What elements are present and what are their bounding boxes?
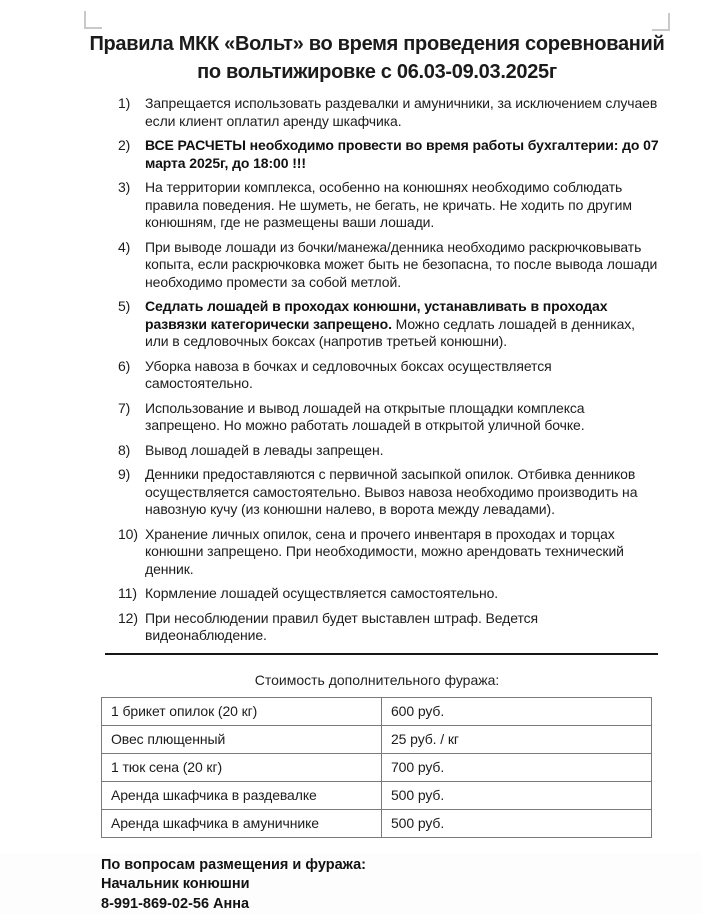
rule-text: Денники предоставляются с первичной засыпкой опилок. Отбивка денников осуществляется самостоятельно. Вывоз навоза необходимо производить на навозную кучу (из конюшни налево, в ворота между левадами). xyxy=(145,466,660,519)
contact-role: Начальник конюшни xyxy=(101,875,702,895)
rule-number: 1) xyxy=(118,95,145,130)
rule-text: Вывод лошадей в левады запрещен. xyxy=(145,442,660,460)
table-row xyxy=(102,781,652,809)
rule-item-8 xyxy=(118,442,660,460)
forage-item-cell: Аренда шкафчика в амуничнике xyxy=(102,809,382,837)
table-row xyxy=(102,725,652,753)
rule-number: 9) xyxy=(118,466,145,519)
forage-item-cell: Аренда шкафчика в раздевалке xyxy=(102,781,382,809)
rule-item-6 xyxy=(118,358,660,393)
rule-number: 7) xyxy=(118,400,145,435)
rule-number: 5) xyxy=(118,298,145,351)
rule-number: 12) xyxy=(118,610,145,645)
forage-item-cell: Овес плющенный xyxy=(102,725,382,753)
page-title-line1: Правила МКК «Вольт» во время проведения соревнований xyxy=(89,33,664,55)
rule-text: Кормление лошадей осуществляется самостоятельно. xyxy=(145,585,660,603)
rule-text: ВСЕ РАСЧЕТЫ необходимо провести во время работы бухгалтерии: до 07 марта 2025г, до 18:00 !!! xyxy=(145,137,660,172)
rules-list xyxy=(118,95,660,645)
rule-text: Седлать лошадей в проходах конюшни, устанавливать в проходах развязки категорически запрещено. Можно седлать лошадей в денниках, или в седловочных боксах (напротив третьей конюшни). xyxy=(145,298,660,351)
rule-number: 3) xyxy=(118,179,145,232)
rule-number: 6) xyxy=(118,358,145,393)
forage-item-cell: 1 брикет опилок (20 кг) xyxy=(102,697,382,725)
rule-text: Уборка навоза в бочках и седловочных боксах осуществляется самостоятельно. xyxy=(145,358,660,393)
forage-price-cell: 600 руб. xyxy=(382,697,652,725)
forage-price-cell: 700 руб. xyxy=(382,753,652,781)
table-row xyxy=(102,753,652,781)
rule-number: 4) xyxy=(118,239,145,292)
rule-item-10 xyxy=(118,526,660,579)
rule-text: Хранение личных опилок, сена и прочего инвентаря в проходах и торцах конюшни запрещено. При необходимости, можно арендовать технический денник. xyxy=(145,526,660,579)
rule-item-12 xyxy=(118,610,660,645)
rule-item-2 xyxy=(118,137,660,172)
crop-mark-top-right-icon xyxy=(652,13,670,31)
contact-intro: По вопросам размещения и фуража: xyxy=(101,856,702,876)
forage-item-cell: 1 тюк сена (20 кг) xyxy=(102,753,382,781)
rule-item-11 xyxy=(118,585,660,603)
rule-item-5 xyxy=(118,298,660,351)
contact-block xyxy=(101,856,702,914)
rule-item-4 xyxy=(118,239,660,292)
rule-number: 2) xyxy=(118,137,145,172)
forage-price-cell: 500 руб. xyxy=(382,781,652,809)
rule-text: При выводе лошади из бочки/манежа/денника необходимо раскрючковывать копыта, если раскрючковка может быть не безопасна, то после вывода лошади необходимо промести за собой метлой. xyxy=(145,239,660,292)
rule-item-9 xyxy=(118,466,660,519)
rule-item-7 xyxy=(118,400,660,435)
rule-item-1 xyxy=(118,95,660,130)
contact-phone: 8-991-869-02-56 Анна xyxy=(101,895,702,914)
rule-item-3 xyxy=(118,179,660,232)
table-row xyxy=(102,697,652,725)
rule-text: Запрещается использовать раздевалки и амуничники, за исключением случаев если клиент оплатил аренду шкафчика. xyxy=(145,95,660,130)
crop-mark-top-left-icon xyxy=(84,11,102,29)
forage-price-cell: 500 руб. xyxy=(382,809,652,837)
rule-number: 10) xyxy=(118,526,145,579)
rule-number: 11) xyxy=(118,585,145,603)
page-title-line2: по вольтижировке с 06.03-09.03.2025г xyxy=(197,61,557,83)
section-divider xyxy=(105,653,658,655)
rule-number: 8) xyxy=(118,442,145,460)
rule-text: При несоблюдении правил будет выставлен штраф. Ведется видеонаблюдение. xyxy=(145,610,660,645)
forage-price-cell: 25 руб. / кг xyxy=(382,725,652,753)
forage-price-table xyxy=(101,697,652,838)
forage-table-heading: Стоимость дополнительного фуража: xyxy=(0,671,702,689)
rule-text: Использование и вывод лошадей на открытые площадки комплекса запрещено. Но можно работать лошадей в открытой уличной бочке. xyxy=(145,400,660,435)
table-row xyxy=(102,809,652,837)
page-title xyxy=(0,0,702,86)
rule-text: На территории комплекса, особенно на конюшнях необходимо соблюдать правила поведения. Не шуметь, не бегать, не кричать. Не ходить по другим конюшням, где не размещены ваши лошади. xyxy=(145,179,660,232)
